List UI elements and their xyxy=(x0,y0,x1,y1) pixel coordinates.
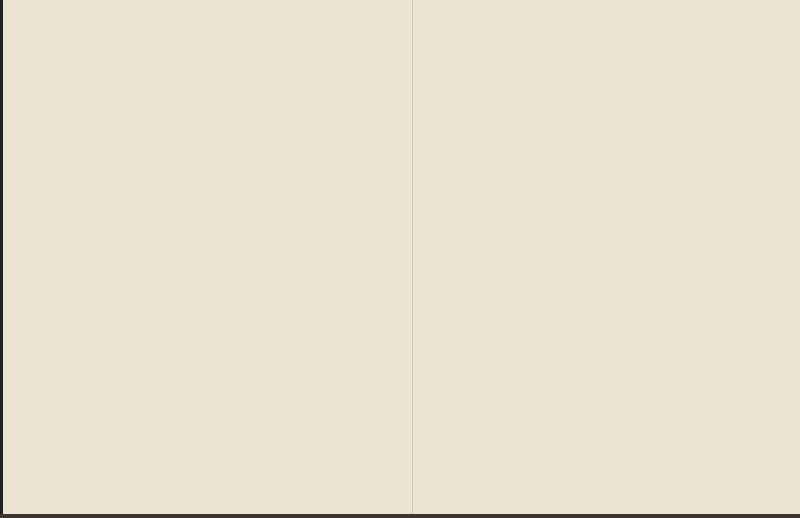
page-fold xyxy=(412,0,413,518)
left-column xyxy=(18,22,402,508)
right-column xyxy=(439,22,783,508)
